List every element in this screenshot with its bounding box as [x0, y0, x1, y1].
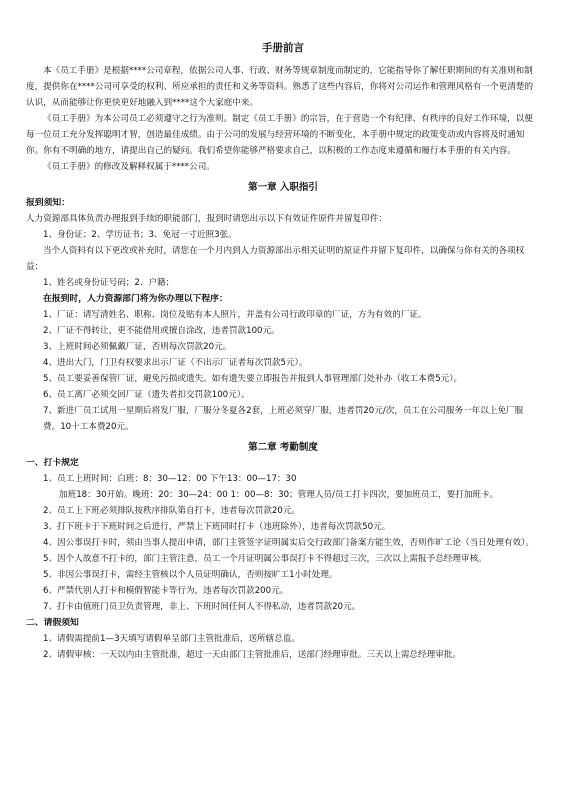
report-docs: 1、身份证；2、学历证书；3、免冠一寸近照3张。 [43, 230, 237, 240]
leave-item: 2、请假审核：一天以内由主管批准，超过一天由部门主管批准后，送部门经理审批。三天以上需总经理审批。 [43, 650, 461, 660]
change-note: 当个人资料有以下更改或补充时，请您在一个月内到人力资源部出示相关证明的原证件并留下复印件，以确保与你有关的各项权益： [26, 246, 525, 272]
attendance-item: 4、因公事误打卡时，须由当事人提出申请，部门主管签字证明属实后交行政部门备案方能生效，否则作旷工论（当日处理有效）。 [43, 538, 535, 548]
change-items: 1、姓名或身份证号码；2、户籍； [43, 278, 175, 288]
procedure-item: 4、进出大门，门卫有权要求出示厂证（不出示厂证者每次罚款5元）。 [43, 358, 308, 368]
attendance-item: 1、员工上班时间：白班：8：30—12：00 下午13：00—17：30 [43, 474, 297, 484]
procedure-item: 2、厂证不得转让，更不能借用或擅自涂改，违者罚款100元。 [43, 326, 280, 336]
procedure-item: 5、员工要妥善保管厂证，避免污损或遗失。如有遗失要立即报告并报到人事管理部门处补办（收工本费5元）。 [43, 374, 463, 384]
preface-paragraph-1: 本《员工手册》是根据****公司章程，依据公司人事、行政、财务等规章制度而制定的，它能指导你了解任职期间的有关准则和制度，提供你在****公司可享受的权利、所应承担的责任和义务等资料。熟悉了这些内容后，你将对公司运作和管理风格有一个更清楚的认识，从而能够让你更快更好地融入到****这个大家庭中来。 [26, 66, 534, 108]
attendance-item: 2、员工上下班必须排队按秩序排队第自打卡，违者每次罚款20元。 [43, 506, 301, 516]
procedure-item: 6、员工离厂必须交回厂证（遗失者扣交罚款100元）。 [43, 390, 250, 400]
procedure-item: 7、新进厂员工试用一星期后将发厂服，厂服分冬夏各2套，上班必须穿厂服，违者罚20元/次，员工在公司服务一年以上免厂服费。10十工本费20元。 [43, 406, 524, 432]
chapter1-title: 第一章 入职指引 [248, 182, 318, 193]
attendance-item: 7、打卡由值班门员卫负责管理，非上、下班时间任何人不得私动，违者罚款20元。 [43, 602, 361, 612]
procedure-heading: 在报到时，人力资源部门将为你办理以下程序： [43, 294, 228, 304]
attendance-item: 3、打下班卡于下班时间之后进行，严禁上下班同时打卡（违班除外），违者每次罚款50元。 [43, 522, 391, 532]
preface-paragraph-2: 《员工手册》为本公司员工必须遵守之行为准则。制定《员工手册》的宗旨，在于营造一个有纪律、有秩序的良好工作环境，以便每一位员工充分发挥聪明才智，创造最佳成绩。由于公司的发展与经营环境的不断变化，本手册中规定的政策变动或内容将及时通知你。你有不明确的地方，请提出自己的疑问。我们希望你能够严格要求自己，以积极的工作态度来遵循和履行本手册的有关内容。 [26, 114, 533, 156]
attendance-item: 5、因个人故意不打卡的，部门主管注意，员工一个月证明属公事误打卡不得超过三次，三次以上需报予总经理审核。 [43, 554, 487, 564]
preface-title: 手册前言 [262, 42, 304, 54]
preface-paragraph-3: 《员工手册》的修改及解释权属于****公司。 [43, 162, 215, 172]
attendance-item: 6、严禁代别人打卡和模假智能卡等行为，违者每次罚款200元。 [43, 586, 289, 596]
section-clock-in: 一、打卡规定 [26, 458, 79, 468]
section-leave: 二、请假须知 [26, 618, 79, 628]
report-intro: 人力资源部具体负责办理报到手续的职能部门，报到时请您出示以下有效证件原件并留复印件： [26, 214, 387, 224]
attendance-item: 5、非因公事误打卡，需经主管核以个人员证明确认，否则按旷工1小时处理。 [43, 570, 338, 580]
attendance-item: 加班18：30开始。晚班：20：30—24：00 1：00—8：30；管理人员/员工打卡四次，要加班员工，要打加班卡。 [59, 490, 499, 500]
leave-item: 1、请假需提前1—3天填写请假单呈部门主管批准后，送所辖总监。 [43, 634, 301, 644]
chapter2-title: 第二章 考勤制度 [248, 442, 318, 453]
procedure-item: 1、厂证：请写清姓名、职称、岗位及贴有本人照片，并盖有公司行政印章的厂证，方为有效的厂证。 [43, 310, 427, 320]
report-heading: 报到须知： [26, 198, 70, 208]
procedure-item: 3、上班时间必须佩戴厂证，否则每次罚款20元。 [43, 342, 232, 352]
